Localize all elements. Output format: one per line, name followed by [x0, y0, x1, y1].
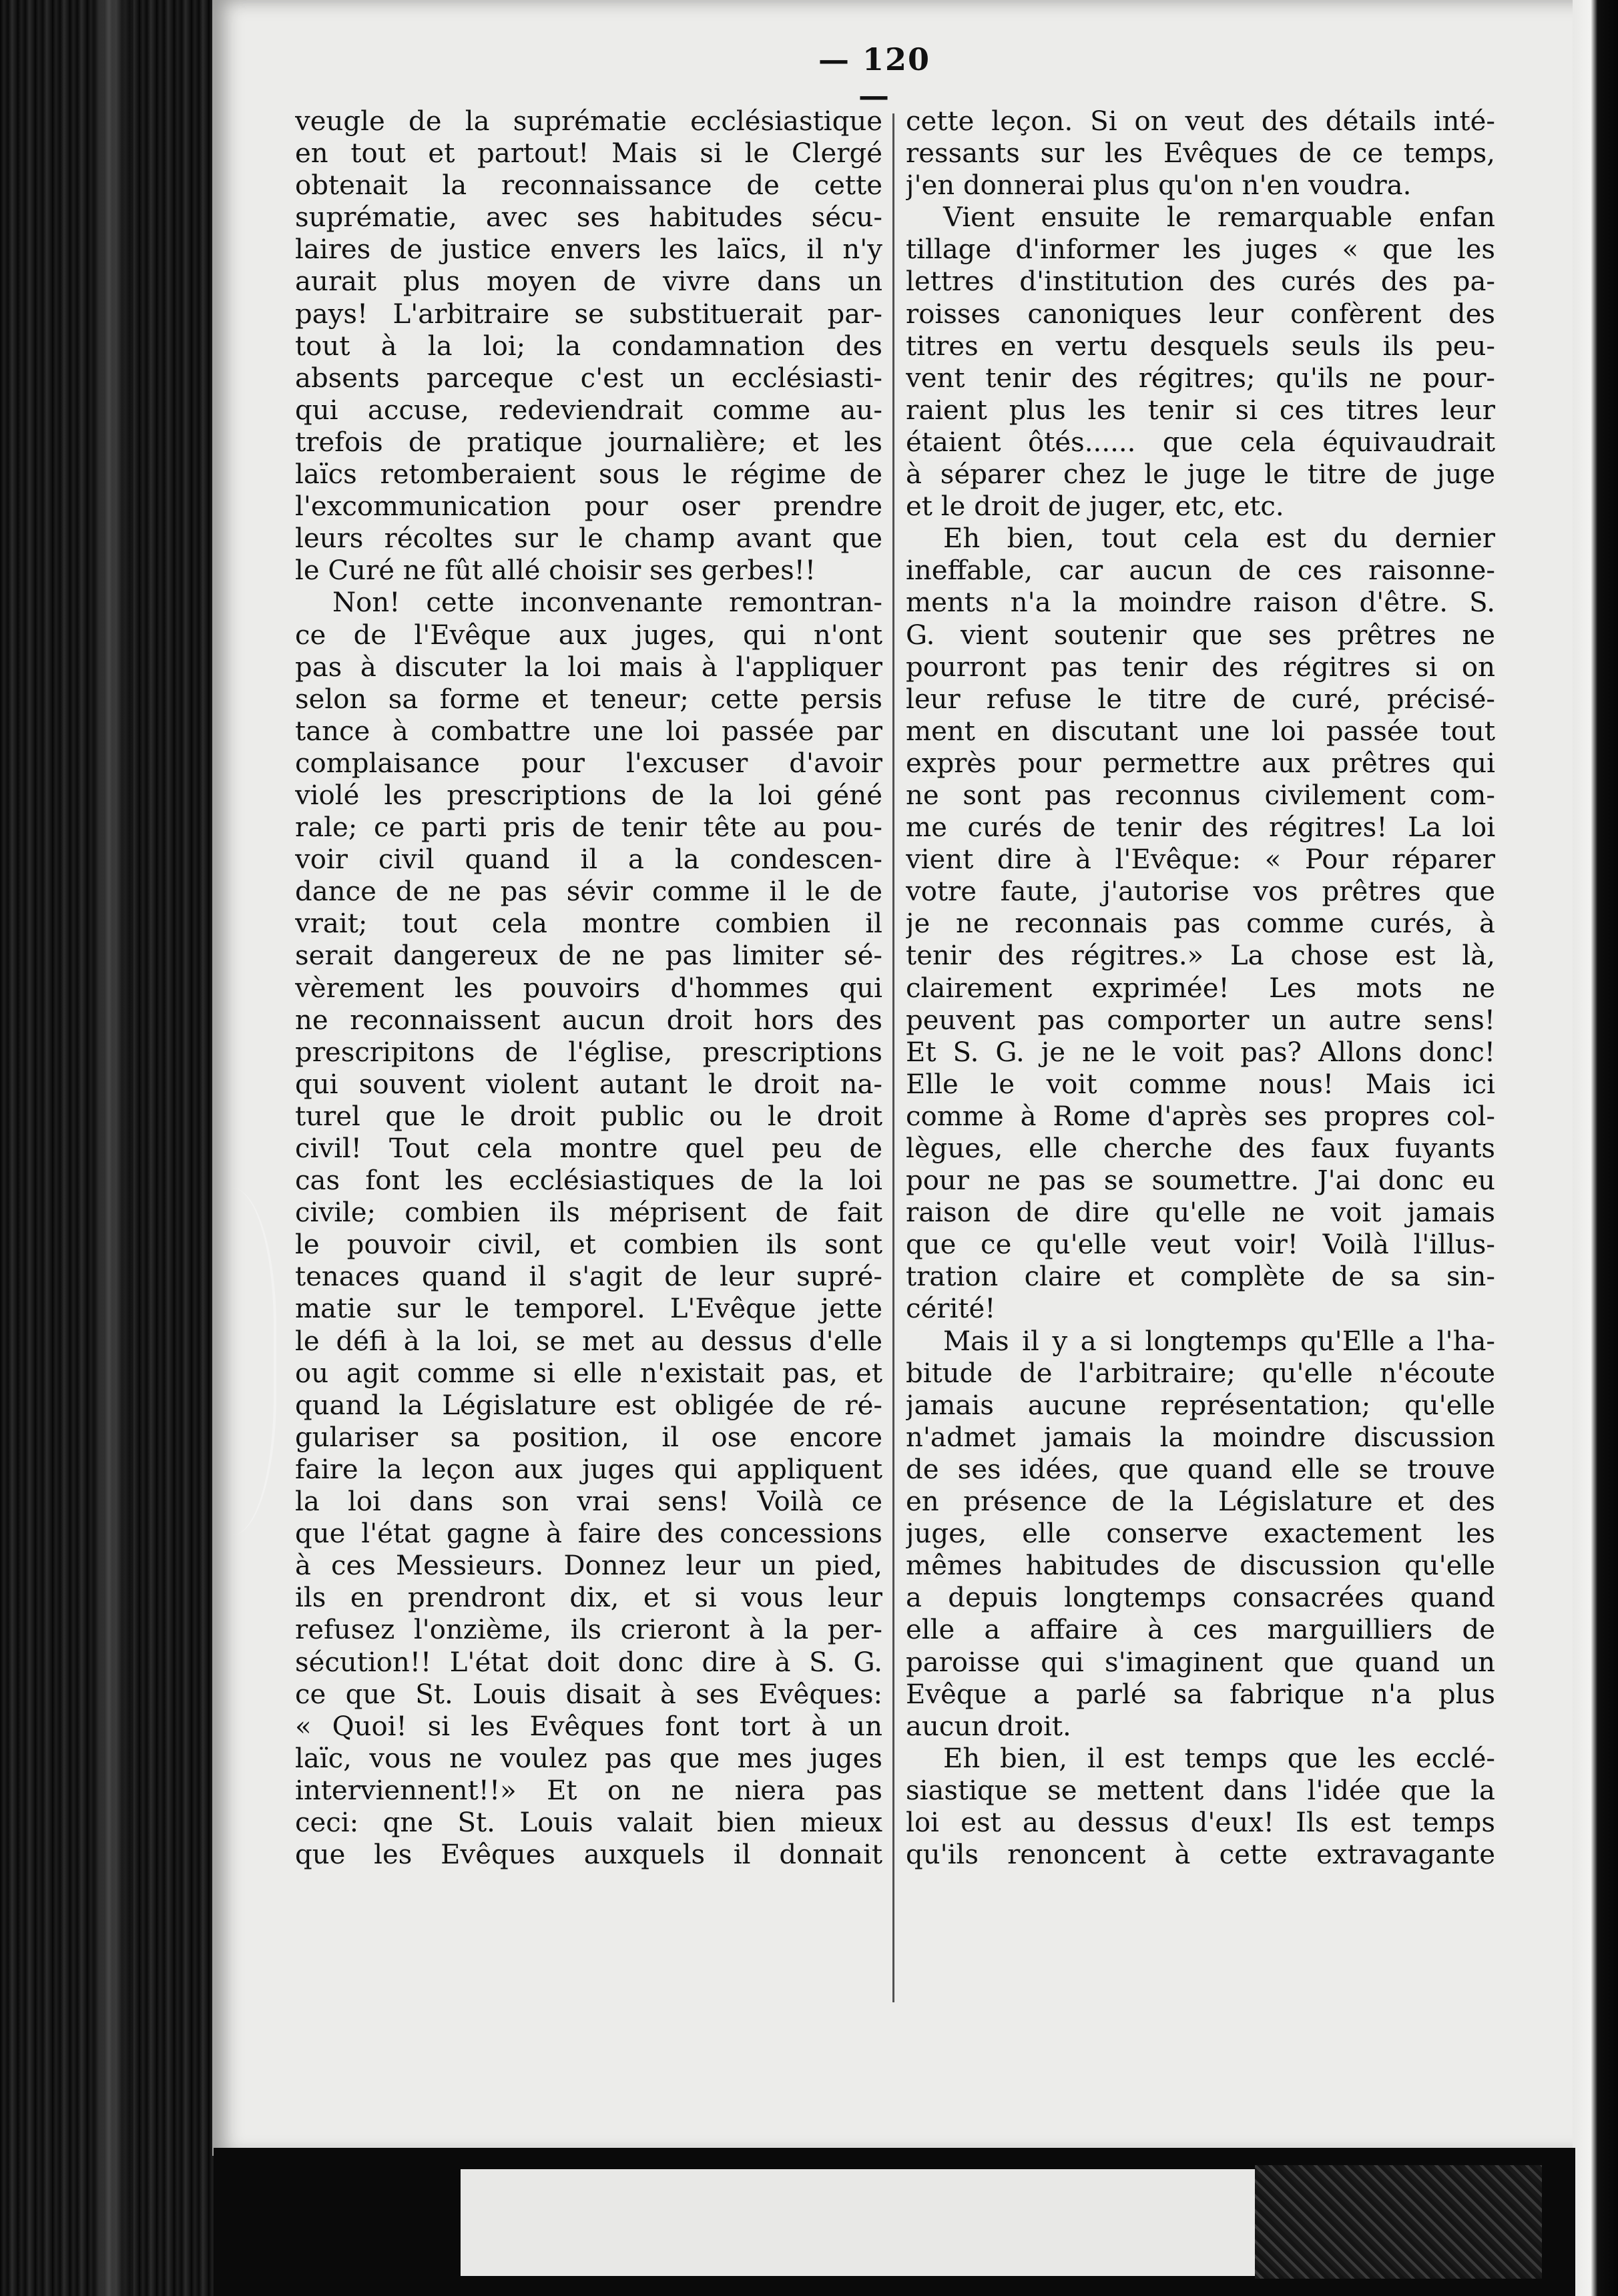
text-line: tillage d'informer les juges « que les — [906, 234, 1495, 266]
text-line: G. vient soutenir que ses prêtres ne — [906, 619, 1495, 651]
text-line: pays! L'arbitraire se substituerait par- — [295, 298, 882, 330]
text-line: civile; combien ils méprisent de fait — [295, 1197, 882, 1229]
text-line: ce de l'Evêque aux juges, qui n'ont — [295, 619, 882, 651]
text-line: la loi dans son vrai sens! Voilà ce — [295, 1486, 882, 1518]
text-line: leurs récoltes sur le champ avant que — [295, 523, 882, 555]
text-line: interviennent!!» Et on ne niera pas — [295, 1775, 882, 1806]
text-line: ments n'a la moindre raison d'être. S. — [906, 587, 1495, 619]
text-line: et le droit de juger, etc, etc. — [906, 491, 1284, 523]
text-line: tenir des régitres.» La chose est là, — [906, 940, 1495, 972]
text-line: vrait; tout cela montre combien il — [295, 908, 882, 940]
text-line: que ce qu'elle veut voir! Voilà l'illus- — [906, 1229, 1495, 1261]
text-line: n'admet jamais la moindre discussion — [906, 1422, 1495, 1453]
text-line: ressants sur les Evêques de ce temps, — [906, 138, 1495, 170]
text-line: Eh bien, tout cela est du dernier — [943, 523, 1495, 555]
text-line: elle a affaire à ces marguilliers de — [906, 1615, 1495, 1646]
text-line: absents parceque c'est un ecclésiasti- — [295, 362, 882, 394]
text-line: tration claire et complète de sa sin- — [906, 1261, 1495, 1293]
text-line: sécution!! L'état doit donc dire à S. G. — [295, 1647, 882, 1678]
text-line: l'excommunication pour oser prendre — [295, 491, 882, 523]
text-line: complaisance pour l'excuser d'avoir — [295, 748, 882, 779]
text-line: dance de ne pas sévir comme il le de — [295, 876, 882, 908]
text-line: quand la Législature est obligée de ré- — [295, 1390, 882, 1421]
text-line: de ses idées, que quand elle se trouve — [906, 1454, 1495, 1485]
text-line: que les Evêques auxquels il donnait — [295, 1839, 882, 1871]
page-stack-highlight — [93, 0, 133, 2296]
text-line: étaient ôtés...... que cela équivaudrait — [906, 426, 1495, 458]
text-line: rale; ce parti pris de tenir tête au pou- — [295, 812, 882, 844]
text-line: aucun droit. — [906, 1711, 1071, 1742]
text-line: mêmes habitudes de discussion qu'elle — [906, 1550, 1495, 1582]
text-line: en tout et partout! Mais si le Clergé — [295, 138, 882, 170]
text-line: gulariser sa position, il ose encore — [295, 1422, 882, 1453]
text-line: voir civil quand il a la condescen- — [295, 844, 882, 876]
text-line: ment en discutant une loi passée tout — [906, 715, 1495, 747]
text-line: civil! Tout cela montre quel peu de — [295, 1133, 882, 1164]
text-line: qu'ils renoncent à cette extravagante — [906, 1839, 1495, 1871]
text-line: qui souvent violent autant le droit na- — [295, 1069, 882, 1100]
text-line: Non! cette inconvenante remontran- — [332, 587, 882, 619]
text-line: j'en donnerai plus qu'on n'en voudra. — [906, 170, 1412, 202]
text-line: siastique se mettent dans l'idée que la — [906, 1775, 1495, 1806]
text-line: trefois de pratique journalière; et les — [295, 426, 882, 458]
text-line: ineffable, car aucun de ces raisonne- — [906, 555, 1495, 587]
text-line: me curés de tenir des régitres! La loi — [906, 812, 1495, 844]
text-line: prescripitons de l'église, prescriptions — [295, 1037, 882, 1068]
text-line: « Quoi! si les Evêques font tort à un — [295, 1711, 882, 1742]
text-line: ne reconnaissent aucun droit hors des — [295, 1005, 882, 1036]
text-line: ce que St. Louis disait à ses Evêques: — [295, 1679, 882, 1710]
text-line: pourront pas tenir des régitres si on — [906, 651, 1495, 683]
text-line: bitude de l'arbitraire; qu'elle n'écoute — [906, 1358, 1495, 1389]
book-right-edge — [1573, 0, 1618, 2296]
text-line: ceci: qne St. Louis valait bien mieux — [295, 1807, 882, 1838]
text-line: selon sa forme et teneur; cette persis — [295, 683, 882, 715]
text-line: jamais aucune représentation; qu'elle — [906, 1390, 1495, 1421]
text-line: turel que le droit public ou le droit — [295, 1101, 882, 1132]
text-line: ils en prendront dix, et si vous leur — [295, 1583, 882, 1614]
text-line: faire la leçon aux juges qui appliquent — [295, 1454, 882, 1485]
text-line: refusez l'onzième, ils crieront à la per- — [295, 1615, 882, 1646]
text-line: qui accuse, redeviendrait comme au- — [295, 394, 882, 426]
text-line: a depuis longtemps consacrées quand — [906, 1583, 1495, 1614]
text-line: lègues, elle cherche des faux fuyants — [906, 1133, 1495, 1164]
text-line: que l'état gagne à faire des concessions — [295, 1518, 882, 1550]
text-line: laïcs retomberaient sous le régime de — [295, 459, 882, 491]
text-line: Mais il y a si longtemps qu'Elle a l'ha- — [943, 1326, 1495, 1357]
text-line: ou agit comme si elle n'existait pas, et — [295, 1358, 882, 1389]
text-line: Vient ensuite le remarquable enfan — [943, 202, 1495, 234]
text-line: matie sur le temporel. L'Evêque jette — [295, 1294, 882, 1325]
text-line: peuvent pas comporter un autre sens! — [906, 1005, 1495, 1036]
text-line: tance à combattre une loi passée par — [295, 715, 882, 747]
text-line: titres en vertu desquels seuls ils peu- — [906, 330, 1495, 362]
right-text-column — [906, 105, 1495, 1871]
text-line: cérité! — [906, 1294, 996, 1325]
text-line: serait dangereux de ne pas limiter sé- — [295, 940, 882, 972]
text-line: obtenait la reconnaissance de cette — [295, 170, 882, 202]
text-line: exprès pour permettre aux prêtres qui — [906, 748, 1495, 779]
text-line: le défi à la loi, se met au dessus d'elle — [295, 1326, 882, 1357]
text-line: tout à la loi; la condamnation des — [295, 330, 882, 362]
text-line: loi est au dessus d'eux! Ils est temps — [906, 1807, 1495, 1838]
text-line: Elle le voit comme nous! Mais ici — [906, 1069, 1495, 1100]
text-line: roisses canoniques leur confèrent des — [906, 298, 1495, 330]
text-line: votre faute, j'autorise vos prêtres que — [906, 876, 1495, 908]
text-line: ne sont pas reconnus civilement com- — [906, 780, 1495, 811]
text-line: pour ne pas se soumettre. J'ai donc eu — [906, 1165, 1495, 1197]
text-line: à séparer chez le juge le titre de juge — [906, 459, 1495, 491]
bottom-paper-strip — [461, 2169, 1255, 2276]
text-line: vèrement les pouvoirs d'hommes qui — [295, 972, 882, 1004]
text-line: vient dire à l'Evêque: « Pour réparer — [906, 844, 1495, 876]
text-line: Evêque a parlé sa fabrique n'a plus — [906, 1679, 1495, 1710]
text-line: laires de justice envers les laïcs, il n'y — [295, 234, 882, 266]
text-line: cette leçon. Si on veut des détails inté- — [906, 106, 1495, 137]
text-line: raient plus les tenir si ces titres leur — [906, 394, 1495, 426]
text-line: raison de dire qu'elle ne voit jamais — [906, 1197, 1495, 1229]
text-line: lettres d'institution des curés des pa- — [906, 266, 1495, 298]
text-line: à ces Messieurs. Donnez leur un pied, — [295, 1550, 882, 1582]
text-line: leur refuse le titre de curé, précisé- — [906, 683, 1495, 715]
text-line: cas font les ecclésiastiques de la loi — [295, 1165, 882, 1197]
text-line: juges, elle conserve exactement les — [906, 1518, 1495, 1550]
text-line: je ne reconnais pas comme curés, à — [906, 908, 1495, 940]
text-line: clairement exprimée! Les mots ne — [906, 972, 1495, 1004]
page-number: — 120 — — [818, 41, 931, 113]
page-crease — [167, 1188, 276, 1535]
text-line: le pouvoir civil, et combien ils sont — [295, 1229, 882, 1261]
text-line: pas à discuter la loi mais à l'appliquer — [295, 651, 882, 683]
text-line: Et S. G. je ne le voit pas? Allons donc! — [906, 1037, 1495, 1068]
text-line: violé les prescriptions de la loi géné — [295, 780, 882, 811]
text-line: paroisse qui s'imaginent que quand un — [906, 1647, 1495, 1678]
text-line: tenaces quand il s'agit de leur supré- — [295, 1261, 882, 1293]
left-text-column — [295, 105, 882, 1871]
column-divider — [892, 113, 894, 2002]
text-line: laïc, vous ne voulez pas que mes juges — [295, 1743, 882, 1774]
text-line: Eh bien, il est temps que les ecclé- — [943, 1743, 1495, 1774]
text-line: suprématie, avec ses habitudes sécu- — [295, 202, 882, 234]
text-line: aurait plus moyen de vivre dans un — [295, 266, 882, 298]
text-line: comme à Rome d'après ses propres col- — [906, 1101, 1495, 1132]
text-line: veugle de la suprématie ecclésiastique — [295, 106, 882, 137]
text-line: en présence de la Législature et des — [906, 1486, 1495, 1518]
binding-cloth — [1255, 2165, 1542, 2279]
text-line: le Curé ne fût allé choisir ses gerbes!! — [295, 555, 816, 587]
text-line: vent tenir des régitres; qu'ils ne pour- — [906, 362, 1495, 394]
